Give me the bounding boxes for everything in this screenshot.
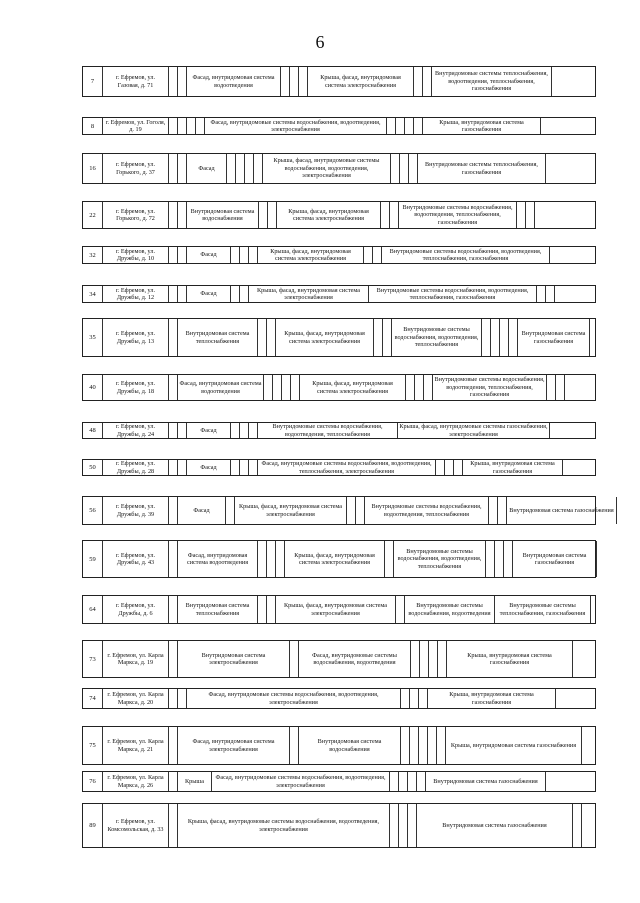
address-cell: г. Ефремов, ул. Горького, д. 37 [103, 154, 169, 183]
table-row [82, 771, 596, 792]
address-cell: г. Ефремов, ул. Газовая, д. 71 [103, 67, 169, 96]
work-cell: Внутридомовые системы водоснабжения, водоотведения, теплоснабжения [394, 541, 486, 577]
empty-cell [573, 641, 595, 677]
empty-cell [187, 118, 196, 134]
address-cell: г. Ефремов, ул. Карла Маркса, д. 19 [103, 641, 169, 677]
empty-cell [419, 727, 428, 764]
empty-cell [537, 286, 546, 302]
empty-cell [590, 319, 595, 356]
empty-cell [385, 541, 394, 577]
empty-cell [178, 423, 187, 438]
empty-cell [273, 375, 282, 400]
empty-cell [541, 118, 595, 134]
empty-cell [504, 541, 513, 577]
empty-cell [169, 772, 178, 791]
work-cell: Крыша, фасад, внутридомовая система электроснабжения [276, 596, 396, 623]
empty-cell [264, 375, 273, 400]
address-cell: г. Ефремов, ул. Дружбы, д. 13 [103, 319, 169, 356]
empty-cell [178, 460, 187, 475]
work-cell: Внутридомовые системы водоснабжения, водоотведения, теплоснабжения, газоснабжения [382, 247, 550, 263]
row-number: 32 [83, 247, 103, 263]
work-cell: Внутридомовые системы теплоснабжения, водоотведения, теплоснабжения, газоснабжения [432, 67, 552, 96]
address-cell: г. Ефремов, ул. Дружбы, д. 28 [103, 460, 169, 475]
empty-cell [396, 596, 405, 623]
table-row [82, 66, 596, 97]
empty-cell [258, 596, 267, 623]
work-cell: Фасад, внутридомовые системы водоснабжения, водоотведения, электроснабжения [205, 118, 387, 134]
empty-cell [169, 202, 178, 228]
empty-cell [249, 423, 258, 438]
empty-cell [169, 596, 178, 623]
empty-cell [169, 727, 178, 764]
work-cell: Крыша, фасад, внутридомовые системы водоснабжения, водоотведения, электроснабжения [178, 804, 390, 847]
empty-cell [383, 319, 392, 356]
empty-cell [231, 286, 240, 302]
empty-cell [276, 541, 285, 577]
row-number: 40 [83, 375, 103, 400]
work-cell: Крыша, внутридомовая система газоснабжения [428, 689, 556, 708]
empty-cell [414, 67, 423, 96]
row-number: 7 [83, 67, 103, 96]
work-cell: Фасад [187, 247, 231, 263]
work-cell: Фасад, внутридомовая система водоотведения [187, 67, 281, 96]
table-row [82, 595, 596, 624]
empty-cell [489, 497, 498, 524]
empty-cell [196, 118, 205, 134]
address-cell: г. Ефремов, ул. Дружбы, д. 24 [103, 423, 169, 438]
row-number: 59 [83, 541, 103, 577]
empty-cell [169, 460, 178, 475]
empty-cell [429, 641, 438, 677]
empty-cell [226, 497, 235, 524]
address-cell: г. Ефремов, ул. Дружбы, д. 10 [103, 247, 169, 263]
empty-cell [500, 319, 509, 356]
address-cell: г. Ефремов, ул. Дружбы, д. 6 [103, 596, 169, 623]
empty-cell [399, 772, 408, 791]
table-row [82, 640, 596, 678]
empty-cell [169, 375, 178, 400]
empty-cell [178, 247, 187, 263]
work-cell: Крыша, фасад, внутридомовая система электроснабжения [258, 247, 364, 263]
empty-cell [563, 460, 595, 475]
empty-cell [410, 727, 419, 764]
empty-cell [290, 641, 299, 677]
work-cell: Фасад [187, 286, 231, 302]
work-cell: Крыша, фасад, внутридомовые системы газоснабжения, электроснабжения [398, 423, 550, 438]
empty-cell [410, 689, 419, 708]
work-cell: Фасад, внутридомовая система водоотведения [178, 541, 258, 577]
table-row [82, 459, 596, 476]
empty-cell [169, 804, 178, 847]
work-cell: Внутридомовая система водоснабжения [299, 727, 401, 764]
empty-cell [240, 423, 249, 438]
work-cell: Внутридомовые системы водоснабжения, водоотведения, теплоснабжения, газоснабжения [399, 202, 517, 228]
empty-cell [267, 541, 276, 577]
work-cell: Внутридомовая система теплоснабжения [178, 596, 258, 623]
empty-cell [169, 423, 178, 438]
work-cell: Крыша, фасад, внутридомовая система электроснабжения [276, 319, 374, 356]
address-cell: г. Ефремов, ул. Горького, д. 72 [103, 202, 169, 228]
empty-cell [495, 541, 504, 577]
empty-cell [414, 118, 423, 134]
row-number: 56 [83, 497, 103, 524]
address-cell: г. Ефремов, ул. Дружбы, д. 18 [103, 375, 169, 400]
table-row [82, 540, 596, 578]
work-cell: Крыша, фасад, внутридомовая система электроснабжения [285, 541, 385, 577]
empty-cell [169, 319, 178, 356]
work-cell: Крыша, фасад, внутридомовая система электроснабжения [249, 286, 369, 302]
work-cell: Внутридомовые системы водоснабжения, водоотведения, теплоснабжения [365, 497, 489, 524]
empty-cell [573, 804, 582, 847]
empty-cell [550, 247, 595, 263]
empty-cell [535, 202, 595, 228]
empty-cell [591, 596, 595, 623]
address-cell: г. Ефремов, ул. Дружбы, д. 43 [103, 541, 169, 577]
empty-cell [409, 154, 418, 183]
address-cell: г. Ефремов, ул. Гоголя, д. 19 [103, 118, 169, 134]
empty-cell [390, 804, 399, 847]
empty-cell [408, 772, 417, 791]
empty-cell [437, 727, 446, 764]
work-cell: Крыша, фасад, внутридомовая система электроснабжения [308, 67, 414, 96]
empty-cell [169, 689, 178, 708]
row-number: 8 [83, 118, 103, 134]
empty-cell [556, 689, 595, 708]
empty-cell [249, 460, 258, 475]
work-cell: Крыша, внутридомовая система газоснабжения [446, 727, 582, 764]
empty-cell [169, 541, 178, 577]
work-cell: Внутридомовая система газоснабжения [518, 319, 590, 356]
work-cell: Крыша, внутридомовая система газоснабжения [447, 641, 573, 677]
empty-cell [401, 689, 410, 708]
empty-cell [267, 596, 276, 623]
empty-cell [169, 286, 178, 302]
row-number: 64 [83, 596, 103, 623]
address-cell: г. Ефремов, ул. Дружбы, д. 12 [103, 286, 169, 302]
empty-cell [373, 247, 382, 263]
work-cell: Фасад, внутридомовые системы водоснабжения, водоотведения, электроснабжения [187, 689, 401, 708]
empty-cell [169, 641, 178, 677]
work-cell: Фасад [187, 460, 231, 475]
empty-cell [406, 375, 415, 400]
row-number: 50 [83, 460, 103, 475]
empty-cell [491, 319, 500, 356]
work-cell: Внутридомовая система теплоснабжения [178, 319, 258, 356]
empty-cell [546, 286, 555, 302]
empty-cell [547, 375, 556, 400]
empty-cell [178, 689, 187, 708]
empty-cell [240, 247, 249, 263]
empty-cell [411, 641, 420, 677]
row-number: 73 [83, 641, 103, 677]
empty-cell [424, 375, 433, 400]
row-number: 75 [83, 727, 103, 764]
table-row [82, 246, 596, 264]
work-cell: Внутридомовая система водоснабжения [187, 202, 259, 228]
empty-cell [249, 247, 258, 263]
table-row [82, 374, 596, 401]
empty-cell [486, 541, 495, 577]
table-row [82, 803, 596, 848]
empty-cell [420, 641, 429, 677]
work-cell: Крыша, фасад, внутридомовая система электроснабжения [300, 375, 406, 400]
empty-cell [364, 247, 373, 263]
row-number: 48 [83, 423, 103, 438]
empty-cell [408, 804, 417, 847]
empty-cell [546, 772, 595, 791]
empty-cell [178, 118, 187, 134]
empty-cell [258, 541, 267, 577]
row-number: 16 [83, 154, 103, 183]
work-cell: Внутридомовые системы водоснабжения, водоотведения, теплоснабжения, газоснабжения [369, 286, 537, 302]
empty-cell [555, 286, 595, 302]
empty-cell [281, 67, 290, 96]
empty-cell [550, 423, 595, 438]
work-cell: Крыша, внутридомовая система газоснабжения [423, 118, 541, 134]
table-row [82, 201, 596, 229]
row-number: 34 [83, 286, 103, 302]
empty-cell [582, 727, 595, 764]
empty-cell [254, 154, 263, 183]
empty-cell [401, 727, 410, 764]
empty-cell [405, 118, 414, 134]
empty-cell [552, 67, 595, 96]
work-cell: Фасад, внутридомовая система водоотведения [178, 375, 264, 400]
row-number: 76 [83, 772, 103, 791]
work-cell: Внутридомовая система газоснабжения [426, 772, 546, 791]
work-cell: Крыша, фасад, внутридомовая система электроснабжения [277, 202, 381, 228]
empty-cell [445, 460, 454, 475]
empty-cell [231, 247, 240, 263]
table-row [82, 422, 596, 439]
empty-cell [390, 202, 399, 228]
empty-cell [565, 375, 595, 400]
empty-cell [415, 375, 424, 400]
empty-cell [231, 423, 240, 438]
empty-cell [498, 497, 507, 524]
work-cell: Фасад, внутридомовая система электроснабжения [178, 727, 290, 764]
empty-cell [423, 67, 432, 96]
empty-cell [381, 202, 390, 228]
empty-cell [169, 154, 178, 183]
work-cell: Внутридомовые системы водоснабжения, водоотведения, теплоснабжения [392, 319, 482, 356]
empty-cell [240, 460, 249, 475]
empty-cell [268, 202, 277, 228]
empty-cell [546, 154, 595, 183]
work-cell: Крыша, фасад, внутридомовые системы водоснабжения, водоотведения, электроснабжения [263, 154, 391, 183]
table-row [82, 153, 596, 184]
empty-cell [436, 460, 445, 475]
address-cell: г. Ефремов, ул. Карла Маркса, д. 20 [103, 689, 169, 708]
empty-cell [282, 375, 291, 400]
empty-cell [169, 118, 178, 134]
empty-cell [391, 154, 400, 183]
work-cell: Внутридомовые системы водоснабжения, водоотведения [405, 596, 495, 623]
table-row [82, 117, 596, 135]
empty-cell [399, 804, 408, 847]
work-cell: Крыша [178, 772, 212, 791]
row-number: 35 [83, 319, 103, 356]
work-cell: Фасад, внутридомовые системы водоснабжения, водоотведения, электроснабжения [212, 772, 390, 791]
empty-cell [178, 67, 187, 96]
empty-cell [417, 772, 426, 791]
table-row [82, 496, 614, 525]
empty-cell [227, 154, 236, 183]
empty-cell [396, 118, 405, 134]
work-cell: Внутридомовая система газоснабжения [513, 541, 597, 577]
empty-cell [299, 67, 308, 96]
work-cell: Внутридомовые системы водоснабжения, водоотведения, теплоснабжения [258, 423, 398, 438]
address-cell: г. Ефремов, ул. Дружбы, д. 39 [103, 497, 169, 524]
address-cell: г. Ефремов, ул. Карла Маркса, д. 26 [103, 772, 169, 791]
table-row [82, 688, 596, 709]
empty-cell [582, 804, 595, 847]
table-row [82, 318, 596, 357]
work-cell: Внутридомовая система газоснабжения [417, 804, 573, 847]
work-cell: Фасад, внутридомовые системы водоснабжения, водоотведения, теплоснабжения, электроснабжения [258, 460, 436, 475]
empty-cell [482, 319, 491, 356]
work-cell: Фасад [178, 497, 226, 524]
empty-cell [387, 118, 396, 134]
empty-cell [526, 202, 535, 228]
work-cell: Внутридомовая система газоснабжения [507, 497, 617, 524]
empty-cell [509, 319, 518, 356]
work-cell: Внутридомовые системы теплоснабжения, газоснабжения [418, 154, 546, 183]
work-cell: Фасад [187, 154, 227, 183]
empty-cell [517, 202, 526, 228]
empty-cell [291, 375, 300, 400]
empty-cell [290, 67, 299, 96]
table-row [82, 285, 596, 303]
work-cell: Внутридомовые системы теплоснабжения, газоснабжения [495, 596, 591, 623]
empty-cell [400, 154, 409, 183]
empty-cell [259, 202, 268, 228]
work-cell: Фасад, внутридомовые системы водоснабжения, водоотведения [299, 641, 411, 677]
empty-cell [347, 497, 356, 524]
empty-cell [178, 154, 187, 183]
work-cell: Крыша, внутридомовая система газоснабжения [463, 460, 563, 475]
address-cell: г. Ефремов, ул. Карла Маркса, д. 21 [103, 727, 169, 764]
empty-cell [428, 727, 437, 764]
empty-cell [258, 319, 267, 356]
empty-cell [390, 772, 399, 791]
empty-cell [556, 375, 565, 400]
empty-cell [454, 460, 463, 475]
empty-cell [419, 689, 428, 708]
work-cell: Внутридомовая система электроснабжения [178, 641, 290, 677]
empty-cell [240, 286, 249, 302]
address-cell: г. Ефремов, ул. Комсомольская, д. 33 [103, 804, 169, 847]
empty-cell [169, 497, 178, 524]
empty-cell [290, 727, 299, 764]
empty-cell [245, 154, 254, 183]
row-number: 22 [83, 202, 103, 228]
table-row [82, 726, 596, 765]
work-cell: Внутридомовые системы водоснабжения, водоотведения, теплоснабжения, газоснабжения [433, 375, 547, 400]
work-cell: Крыша, фасад, внутридомовая система электроснабжения [235, 497, 347, 524]
row-number: 89 [83, 804, 103, 847]
work-cell: Фасад [187, 423, 231, 438]
empty-cell [356, 497, 365, 524]
empty-cell [231, 460, 240, 475]
empty-cell [236, 154, 245, 183]
empty-cell [267, 319, 276, 356]
empty-cell [169, 67, 178, 96]
row-number: 74 [83, 689, 103, 708]
page-number: 6 [315, 32, 325, 52]
empty-cell [178, 286, 187, 302]
empty-cell [178, 202, 187, 228]
empty-cell [374, 319, 383, 356]
empty-cell [438, 641, 447, 677]
empty-cell [169, 247, 178, 263]
